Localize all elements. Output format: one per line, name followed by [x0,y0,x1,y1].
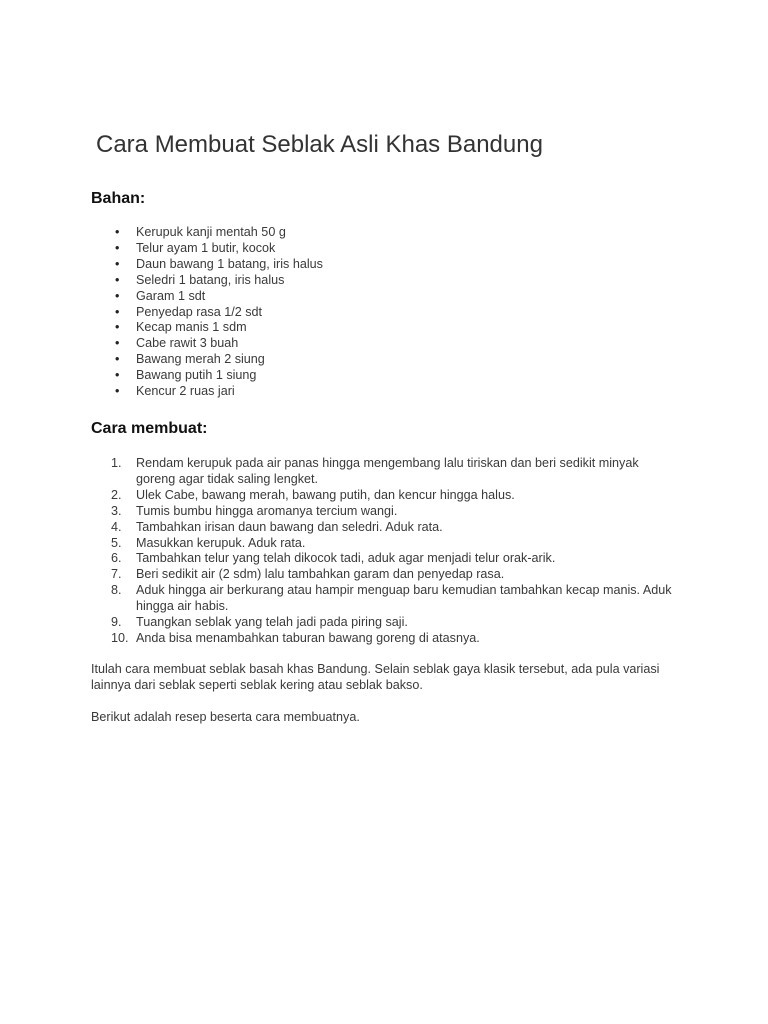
step-item [91,567,681,583]
step-number: 8. [111,583,122,598]
step-item [91,456,681,488]
ingredient-item: • Garam 1 sdt [91,289,323,305]
step-text: Aduk hingga air berkurang atau hampir menguap baru kemudian tambahkan kecap manis. Aduk hingga air habis. [136,583,672,614]
ingredient-item: • Kerupuk kanji mentah 50 g [91,225,323,241]
steps-heading: Cara membuat: [91,420,208,437]
step-number: 3. [111,503,122,518]
step-text: Tuangkan seblak yang telah jadi pada piring saji. [136,615,408,630]
ingredient-item: • Telur ayam 1 butir, kocok [91,241,323,257]
step-item [91,583,681,615]
step-number: 2. [111,487,122,502]
step-text: Ulek Cabe, bawang merah, bawang putih, dan kencur hingga halus. [136,487,515,502]
step-text: Anda bisa menambahkan taburan bawang goreng di atasnya. [136,630,480,645]
step-text: Beri sedikit air (2 sdm) lalu tambahkan garam dan penyedap rasa. [136,567,505,582]
step-item [91,631,681,647]
ingredient-item: • Seledri 1 batang, iris halus [91,273,323,289]
step-item [91,504,681,520]
step-item [91,551,681,567]
ingredient-item: • Cabe rawit 3 buah [91,336,323,352]
document-title: Cara Membuat Seblak Asli Khas Bandung [96,131,543,158]
step-number: 10. [111,630,129,645]
ingredient-item: • Kencur 2 ruas jari [91,384,323,400]
step-text: Tumis bumbu hingga aromanya tercium wangi. [136,503,398,518]
step-text: Tambahkan telur yang telah dikocok tadi, aduk agar menjadi telur orak-arik. [136,551,556,566]
ingredient-item: • Kecap manis 1 sdm [91,320,323,336]
step-number: 1. [111,456,122,470]
step-item [91,615,681,631]
step-text: Masukkan kerupuk. Aduk rata. [136,535,306,550]
step-number: 7. [111,567,122,582]
step-item [91,520,681,536]
step-number: 4. [111,519,122,534]
closing-paragraph: Itulah cara membuat seblak basah khas Bandung. Selain seblak gaya klasik tersebut, ada pula variasi lainnya dari seblak seperti seblak kering atau seblak bakso. [91,662,660,692]
step-item [91,536,681,552]
ingredient-item: • Daun bawang 1 batang, iris halus [91,257,323,273]
step-number: 9. [111,615,122,630]
ingredient-item: • Bawang putih 1 siung [91,368,323,384]
ingredients-heading: Bahan: [91,190,146,207]
step-number: 6. [111,551,122,566]
steps-list [91,456,681,647]
step-text: Tambahkan irisan daun bawang dan seledri. Aduk rata. [136,519,443,534]
closing-paragraph: Berikut adalah resep beserta cara membuatnya. [91,710,360,724]
ingredient-item: • Penyedap rasa 1/2 sdt [91,305,323,321]
ingredient-item: • Bawang merah 2 siung [91,352,323,368]
step-text: Rendam kerupuk pada air panas hingga mengembang lalu tiriskan dan beri sedikit minyak goreng agar tidak saling lengket. [136,456,639,486]
step-number: 5. [111,535,122,550]
ingredients-list [91,225,323,400]
step-item [91,488,681,504]
